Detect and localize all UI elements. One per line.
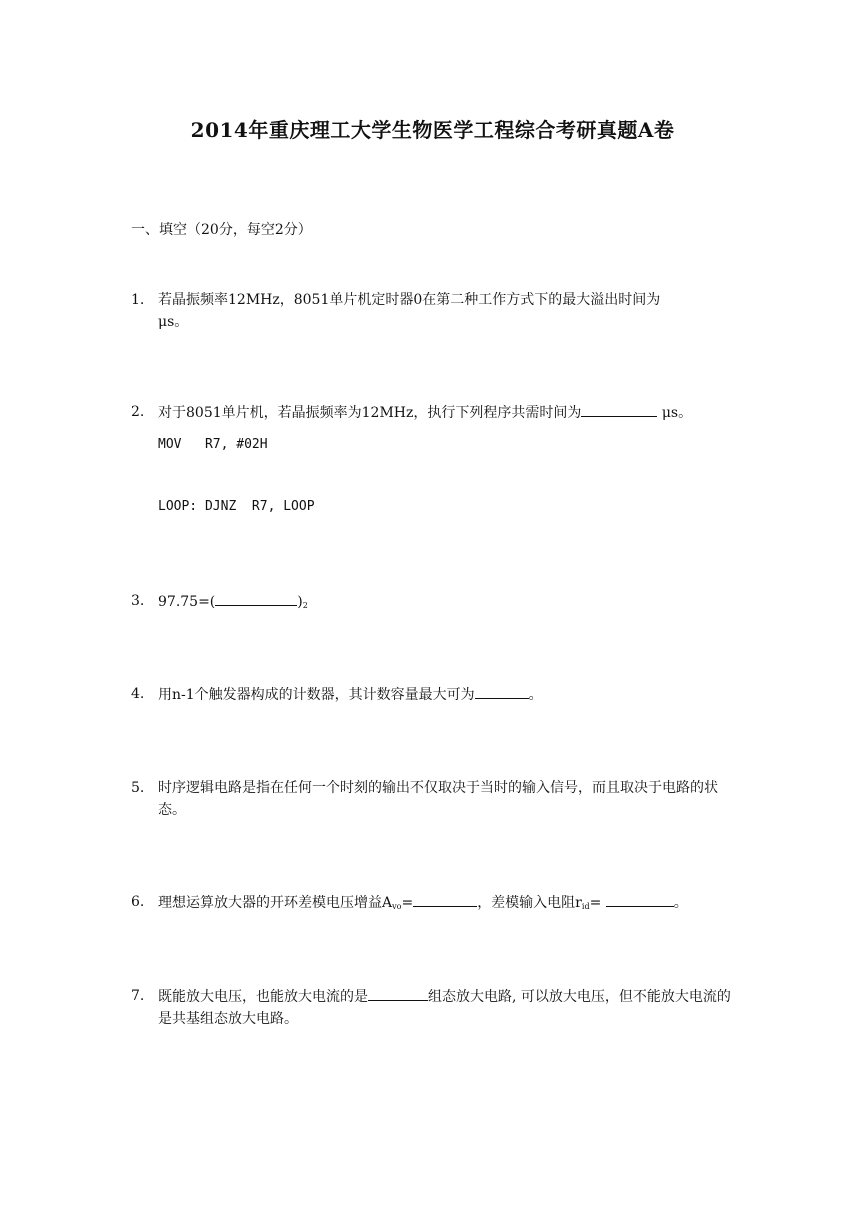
answer-blank[interactable] [475,683,529,699]
question-number: 5. [131,780,145,796]
question-text: 时序逻辑电路是指在任何一个时刻的输出不仅取决于当时的输入信号，而且取决于电路的状态。 [158,780,718,818]
question-text: 既能放大电压，也能放大电流的是 [158,989,368,1005]
question-5 [131,777,737,821]
section-heading: 一、填空（20分，每空2分） [131,222,312,238]
question-7 [131,985,737,1030]
code-line-1: MOV R7, #02H [158,437,268,452]
answer-blank[interactable] [215,590,297,606]
question-text: 组态放大电路, 可以放大电压，但不能放大电流的是共基组态放大电路。 [158,989,731,1027]
question-number: 1. [131,292,145,308]
question-1 [131,289,737,333]
answer-blank[interactable] [606,891,674,907]
question-number: 6. [131,894,145,910]
end-text: 。 [673,895,688,911]
question-text: ) [297,594,303,610]
question-6 [131,891,737,918]
question-number: 7. [131,988,145,1004]
equals-sign: = [401,895,414,911]
subscript: 2 [302,601,308,610]
equals-sign: = [589,895,602,911]
question-4 [131,683,737,706]
question-number: 4. [131,686,145,702]
unit-text: μs。 [158,314,189,330]
page-title: 2014年重庆理工大学生物医学工程综合考研真题A卷 [190,118,675,142]
answer-blank[interactable] [368,985,428,1001]
answer-blank[interactable] [581,401,657,417]
question-text: 对于8051单片机，若晶振频率为12MHz，执行下列程序共需时间为 [158,405,582,421]
end-text: 。 [528,687,543,703]
question-3 [131,590,737,617]
question-number: 3. [131,593,145,609]
question-text: 97.75=( [158,594,216,610]
answer-blank[interactable] [413,891,477,907]
unit-text: μs。 [661,405,693,421]
subscript: vo [392,902,402,911]
question-text: 用n-1个触发器构成的计数器，其计数容量最大可为 [158,687,475,703]
question-text: 若晶振频率12MHz，8051单片机定时器0在第二种工作方式下的最大溢出时间为 [158,292,661,308]
subscript: id [581,902,590,911]
question-text: ，差模输入电阻r [477,895,582,911]
question-number: 2. [131,404,145,420]
code-line-2: LOOP: DJNZ R7, LOOP [158,499,315,514]
question-text: 理想运算放大器的开环差模电压增益A [158,895,393,911]
question-2 [131,401,737,424]
